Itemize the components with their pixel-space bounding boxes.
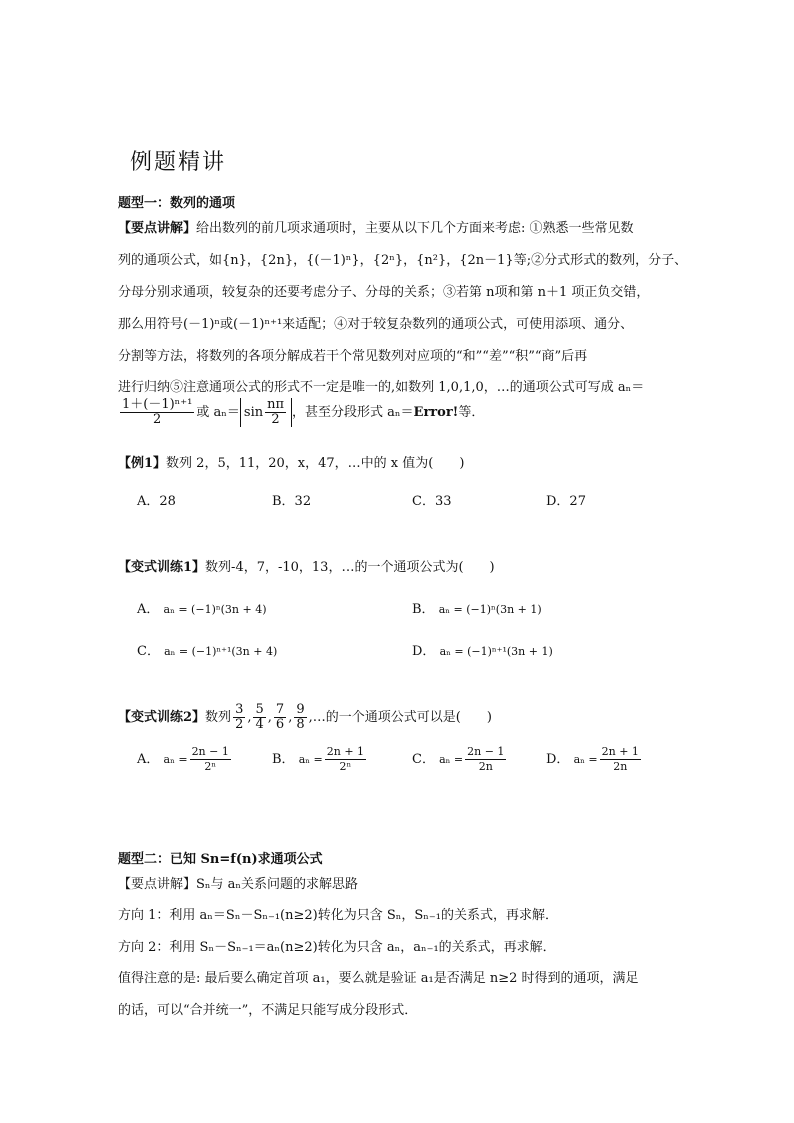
- fraction: [265, 398, 286, 427]
- variant2-option-d[interactable]: [546, 745, 643, 774]
- formula: aₙ = (−1)ⁿ⁺¹(3n + 1): [439, 645, 553, 658]
- variant1-option-a[interactable]: [137, 598, 267, 617]
- variant2-label: 【变式训练2】: [118, 710, 206, 725]
- example1-option-d[interactable]: D．27: [546, 494, 586, 509]
- numerator: 2n + 1: [326, 745, 365, 758]
- variant1-label: 【变式训练1】: [118, 560, 206, 575]
- variant2-option-b[interactable]: [272, 745, 368, 774]
- denominator: 4: [255, 717, 264, 732]
- section1-line3: 分母分别求通项，较复杂的还要考虑分子、分母的关系；③若第 n项和第 n＋1 项正负交错，: [118, 285, 650, 300]
- fraction: [600, 745, 641, 774]
- variant2-option-c[interactable]: [412, 745, 508, 774]
- text: 数列 2，5，11，20，x，47，…中的 x 值为( ): [166, 456, 465, 471]
- variant1-stem: [118, 556, 495, 575]
- numerator: 1＋(－1)ⁿ⁺¹: [122, 397, 193, 412]
- text: 等．: [458, 405, 485, 420]
- formula: aₙ = (−1)ⁿ⁺¹(3n + 4): [164, 645, 278, 658]
- denominator: 2n: [478, 760, 493, 773]
- section2-note-line1: 值得注意的是: 最后要么确定首项 a₁，要么就是验证 a₁是否满足 n≥2 时得到的通项，满足: [118, 971, 639, 986]
- lhs: aₙ =: [573, 753, 598, 766]
- numerator: 2n + 1: [601, 745, 639, 758]
- section1-title: 题型一：数列的通项: [118, 196, 236, 211]
- numerator: 9: [296, 702, 305, 717]
- denominator: 2: [271, 412, 280, 427]
- example1-option-b[interactable]: B．32: [272, 494, 312, 509]
- page-heading: 例题精讲: [130, 150, 227, 175]
- lhs: aₙ =: [439, 753, 464, 766]
- denominator: 6: [275, 717, 285, 732]
- denominator: 2ⁿ: [339, 760, 352, 773]
- lhs: aₙ =: [298, 753, 323, 766]
- section1-line5: 分割等方法，将数列的各项分解成若干个常见数列对应项的“和”“差”“积”“商”后再: [118, 349, 588, 364]
- letter: D．: [546, 752, 570, 767]
- section1-line2: 列的通项公式，如{n}，{2n}，{(－1)ⁿ}，{2ⁿ}，{n²}，{2n－1}等;②分式形式的数列，分子、: [118, 253, 688, 268]
- denominator: 8: [296, 717, 305, 732]
- variant2-stem: 【变式训练2】数列 $\frac{3}{2}$ , $\frac{5}{4}$ , $\frac{7}{6}$ , $\frac{9}{8}$ ,…的一个通项公式可以是( ): [118, 702, 492, 732]
- error-text: Error!: [413, 405, 459, 420]
- formula: aₙ = (−1)ⁿ(3n + 4): [163, 603, 267, 616]
- section2-direction2: 方向 2：利用 Sₙ－Sₙ₋₁＝aₙ(n≥2)转化为只含 aₙ，aₙ₋₁的关系式，再求解．: [118, 940, 556, 955]
- text: 数列-4，7，-10，13，…的一个通项公式为( ): [205, 560, 495, 575]
- variant1-option-d[interactable]: [412, 640, 553, 659]
- letter: C．: [412, 752, 435, 767]
- fraction: [233, 703, 245, 732]
- text: 给出数列的前几项求通项时，主要从以下几个方面来考虑: ①熟悉一些常见数: [196, 221, 634, 236]
- text: 或 aₙ＝: [196, 405, 240, 420]
- example1-label: 【例1】: [118, 456, 167, 471]
- formula: aₙ = (−1)ⁿ(3n + 1): [438, 603, 542, 616]
- section2-note-line2: 的话，可以“合并统一”，不满足只能写成分段形式．: [118, 1003, 418, 1018]
- numerator: 3: [235, 702, 244, 717]
- numerator: 2n − 1: [467, 745, 505, 758]
- fraction: [294, 703, 306, 732]
- numerator: 2n − 1: [191, 745, 229, 758]
- letter: B．: [272, 752, 295, 767]
- letter: A．: [137, 602, 160, 617]
- text: ,…的一个通项公式可以是( ): [308, 710, 492, 725]
- numerator: nπ: [267, 397, 285, 412]
- numerator: 5: [255, 702, 264, 717]
- fraction: [325, 745, 366, 774]
- lhs: aₙ =: [163, 753, 188, 766]
- letter: A．: [137, 752, 160, 767]
- variant1-option-c[interactable]: [137, 640, 277, 659]
- example1-option-c[interactable]: C．33: [412, 494, 452, 509]
- variant2-option-a[interactable]: [137, 745, 233, 774]
- section1-line7: [118, 398, 484, 427]
- denominator: 2: [153, 412, 162, 427]
- section2-direction1: 方向 1：利用 aₙ＝Sₙ－Sₙ₋₁(n≥2)转化为只含 Sₙ，Sₙ₋₁的关系式，再求解．: [118, 908, 558, 923]
- denominator: 2ⁿ: [204, 760, 217, 773]
- text: ，甚至分段形式 aₙ＝: [292, 405, 414, 420]
- abs-sin: [240, 398, 292, 427]
- example1-stem: [118, 452, 464, 471]
- points-label: 【要点讲解】: [118, 221, 197, 236]
- fraction: [190, 745, 231, 774]
- fraction: [465, 745, 506, 774]
- fraction: [253, 703, 265, 732]
- numerator: 7: [275, 702, 285, 717]
- section2-title: 题型二：已知 Sn=f(n)求通项公式: [118, 852, 323, 867]
- section1-line6: 进行归纳⑤注意通项公式的形式不一定是唯一的,如数列 1,0,1,0，…的通项公式可写成 aₙ＝: [118, 380, 645, 395]
- text: 数列: [205, 710, 232, 725]
- denominator: 2n: [613, 760, 628, 773]
- letter: B．: [412, 602, 435, 617]
- denominator: 2: [235, 717, 244, 732]
- example1-option-a[interactable]: A．28: [137, 494, 176, 509]
- letter: D．: [412, 644, 436, 659]
- section2-points: 【要点讲解】Sₙ与 aₙ关系问题的求解思路: [118, 877, 359, 892]
- fraction: [274, 703, 286, 732]
- section1-line1: [118, 217, 634, 236]
- fraction: [120, 398, 194, 427]
- variant1-option-b[interactable]: [412, 598, 542, 617]
- letter: C．: [137, 644, 160, 659]
- section1-line4: 那么用符号(－1)ⁿ或(－1)ⁿ⁺¹来适配；④对于较复杂数列的通项公式，可使用添项、通分、: [118, 317, 634, 332]
- sin: sin: [243, 405, 264, 420]
